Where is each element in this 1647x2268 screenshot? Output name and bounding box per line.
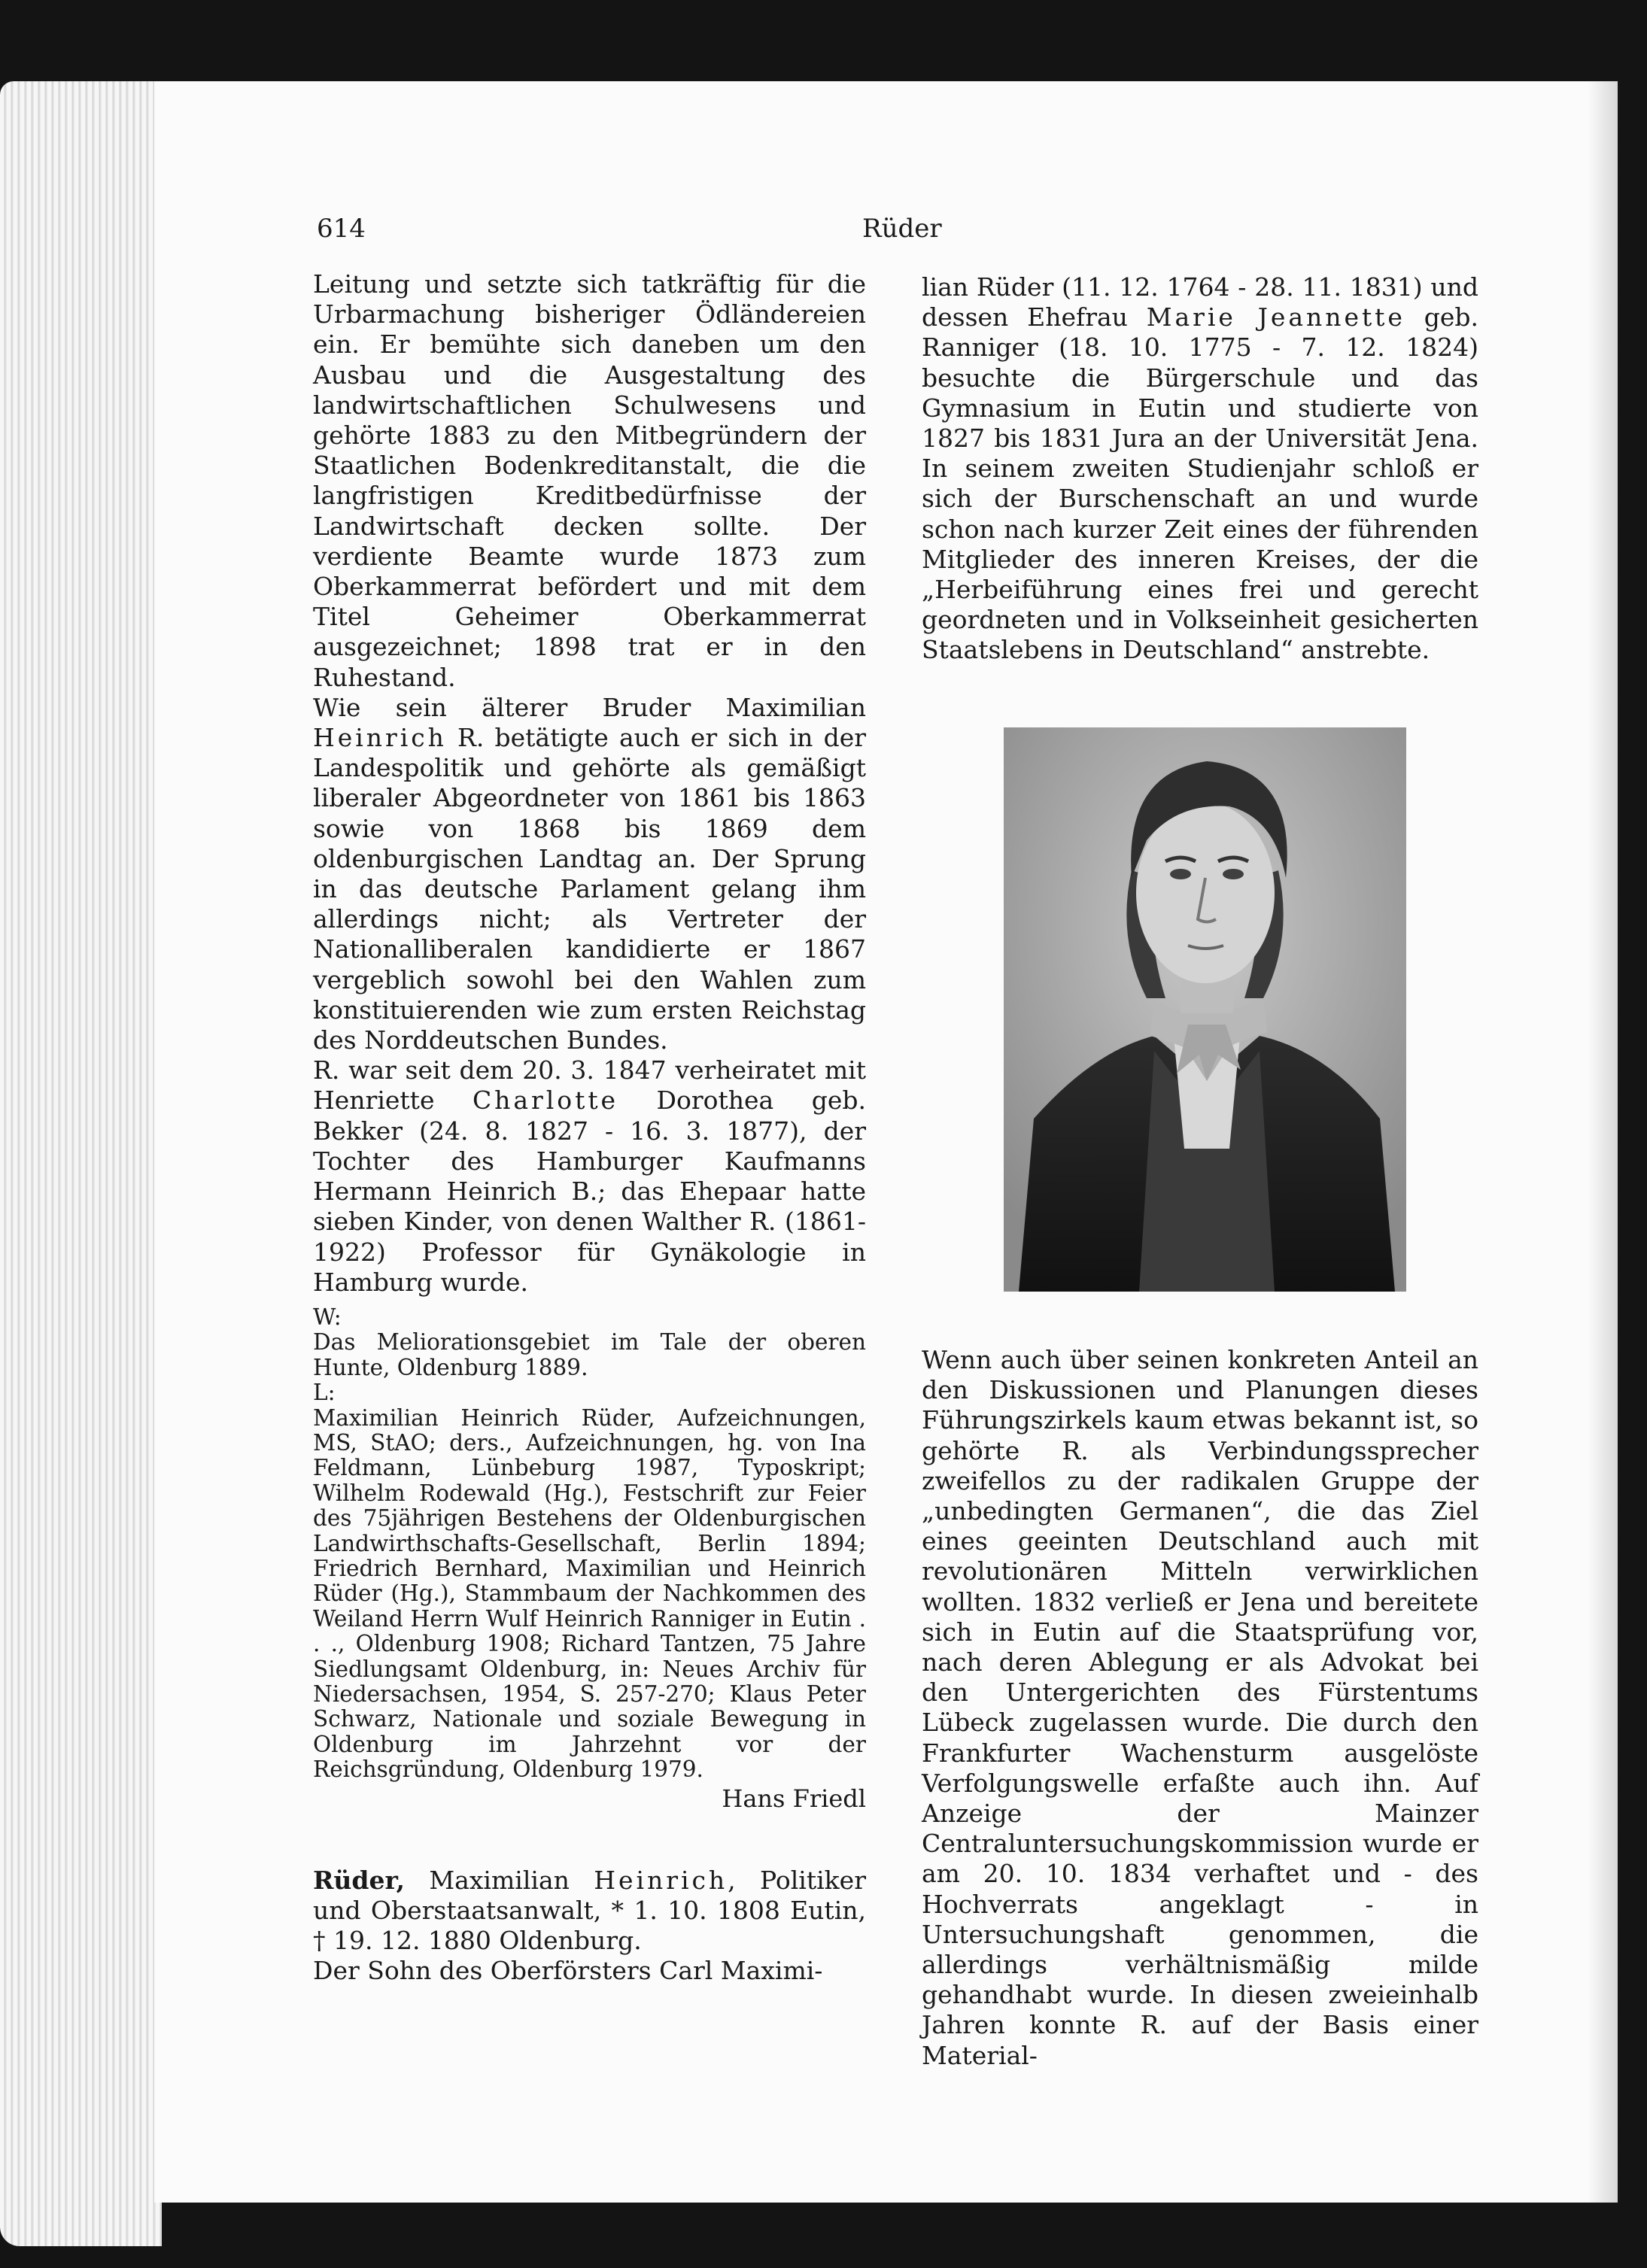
works-label: W: <box>313 1304 342 1330</box>
right-column-top <box>922 272 1478 666</box>
text: Maximilian <box>404 1865 594 1895</box>
spaced-name: Marie Jeannette <box>1146 302 1405 332</box>
spaced-name: Heinrich <box>594 1865 728 1895</box>
left-column <box>313 269 866 1986</box>
paragraph <box>922 272 1478 666</box>
paragraph: Wenn auch über seinen konkreten Anteil an den Diskussionen und Planungen dieses Führungszirkels kaum etwas bekannt ist, so gehörte R. als Verbindungssprecher zweifellos zu der radikalen Gruppe der „unbedingten Germanen“, die das Ziel eines geeinten Deutschland auch mit revolutionären Mitteln verwirklichen wollten. 1832 verließ er Jena und bereitete sich in Eutin auf die Staatsprüfung vor, nach deren Ablegung er als Advokat bei den Untergerichten des Fürstentums Lübeck zugelassen wurde. Die durch den Frankfurter Wachensturm ausgelöste Verfolgungswelle erfaßte auch ihn. Auf Anzeige der Mainzer Centraluntersuchungskommission wurde er am 20. 10. 1834 verhaftet und - des Hochverrats angeklagt - in Untersuchungshaft genommen, die allerdings verhältnismäßig milde gehandhabt wurde. In diesen zweieinhalb Jahren konnte R. auf der Basis einer Material- <box>922 1345 1478 2070</box>
paragraph <box>313 693 866 1055</box>
entry-heading <box>313 1866 866 1957</box>
right-column-bottom <box>922 1345 1478 2071</box>
spaced-name: Heinrich <box>313 723 447 753</box>
spaced-name: Charlotte <box>472 1085 619 1116</box>
literature-text: Maximilian Heinrich Rüder, Aufzeichnungen, MS, StAO; ders., Aufzeichnungen, hg. von Ina Feldmann, Lünbeburg 1987, Typoskript; Wilhelm Rodewald (Hg.), Festschrift zur Feier des 75jährigen Bestehens der Oldenburgischen Landwirthschafts-Gesellschaft, Berlin 1894; Friedrich Bernhard, Maximilian und Heinrich Rüder (Hg.), Stammbaum der Nachkommen des Weiland Herrn Wulf Heinrich Ranniger in Eutin . . ., Oldenburg 1908; Richard Tantzen, 75 Jahre Siedlungsamt Oldenburg, in: Neues Archiv für Niedersachsen, 1954, S. 257-270; Klaus Peter Schwarz, Nationale und soziale Bewegung in Oldenburg im Jahrzehnt vor der Reichsgründung, Oldenburg 1979. <box>313 1404 866 1783</box>
literature-label: L: <box>313 1380 336 1406</box>
page-edges <box>0 81 162 2246</box>
running-head: Rüder <box>862 214 942 244</box>
spacer <box>313 1814 866 1866</box>
entry-name: Rüder, <box>313 1865 405 1895</box>
page-number: 614 <box>317 214 366 244</box>
paragraph: Leitung und setzte sich tatkräftig für die Urbarmachung bisheriger Ödländereien ein. Er bemühte sich daneben um den Ausbau und die Ausgestaltung des landwirtschaftlichen Schulwesens und gehörte 1883 zu den Mitbegründern der Staatlichen Bodenkreditanstalt, die die langfristigen Kreditbedürfnisse der Landwirtschaft decken sollte. Der verdiente Beamte wurde 1873 zum Oberkammerrat befördert und mit dem Titel Geheimer Oberkammerrat ausgezeichnet; 1898 trat er in den Ruhestand. <box>313 269 866 692</box>
paragraph <box>313 1055 866 1298</box>
text: Dorothea geb. Bekker (24. 8. 1827 - 16. 3. 1877), der Tochter des Hamburger Kaufmanns Hermann Heinrich B.; das Ehepaar hatte sieben Kinder, von denen Walther R. (1861-1922) Professor für Gynäkologie in Hamburg wurde. <box>313 1085 866 1297</box>
portrait-image <box>1004 727 1406 1292</box>
bibliography <box>313 1305 866 1814</box>
text: geb. Ranniger (18. 10. 1775 - 7. 12. 1824) besuchte die Bürgerschule und das Gymnasium in Eutin und studierte von 1827 bis 1831 Jura an der Universität Jena. In seinem zweiten Studienjahr schloß er sich der Burschenschaft an und wurde schon nach kurzer Zeit eines der führenden Mitglieder des inneren Kreises, der die „Herbeiführung eines frei und gerecht geordneten und in Volkseinheit gesicherten Staatslebens in Deutschland“ anstrebte. <box>922 302 1479 665</box>
author: Hans Friedl <box>722 1784 866 1813</box>
text: Wie sein älterer Bruder Maximilian <box>313 692 866 722</box>
text: lian Rüder (11. 12. 1764 - 28. 11. 1831) und dessen Ehefrau <box>922 272 1478 332</box>
text: R. war seit dem 20. 3. 1847 verheiratet mit Henriette <box>313 1055 866 1116</box>
works-text: Das Meliorationsgebiet im Tale der oberen Hunte, Oldenburg 1889. <box>313 1329 866 1380</box>
text: R. betätigte auch er sich in der Landespolitik und gehörte als gemäßigt liberaler Abgeordneter von 1861 bis 1863 sowie von 1868 bis 1869 dem oldenburgischen Landtag an. Der Sprung in das deutsche Parlament gelang ihm allerdings nicht; als Vertreter der Nationalliberalen kandidierte er 1867 vergeblich sowohl bei den Wahlen zum konstituierenden wie zum ersten Reichstag des Norddeutschen Bundes. <box>313 723 866 1055</box>
engraved-portrait-icon <box>1004 727 1406 1292</box>
page-gutter-shadow <box>1588 81 1618 2203</box>
paragraph: Der Sohn des Oberförsters Carl Maximi- <box>313 1956 823 1986</box>
text: , Politiker und Oberstaatsanwalt, * 1. 10. 1808 Eutin, † 19. 12. 1880 Oldenburg. <box>313 1865 866 1956</box>
